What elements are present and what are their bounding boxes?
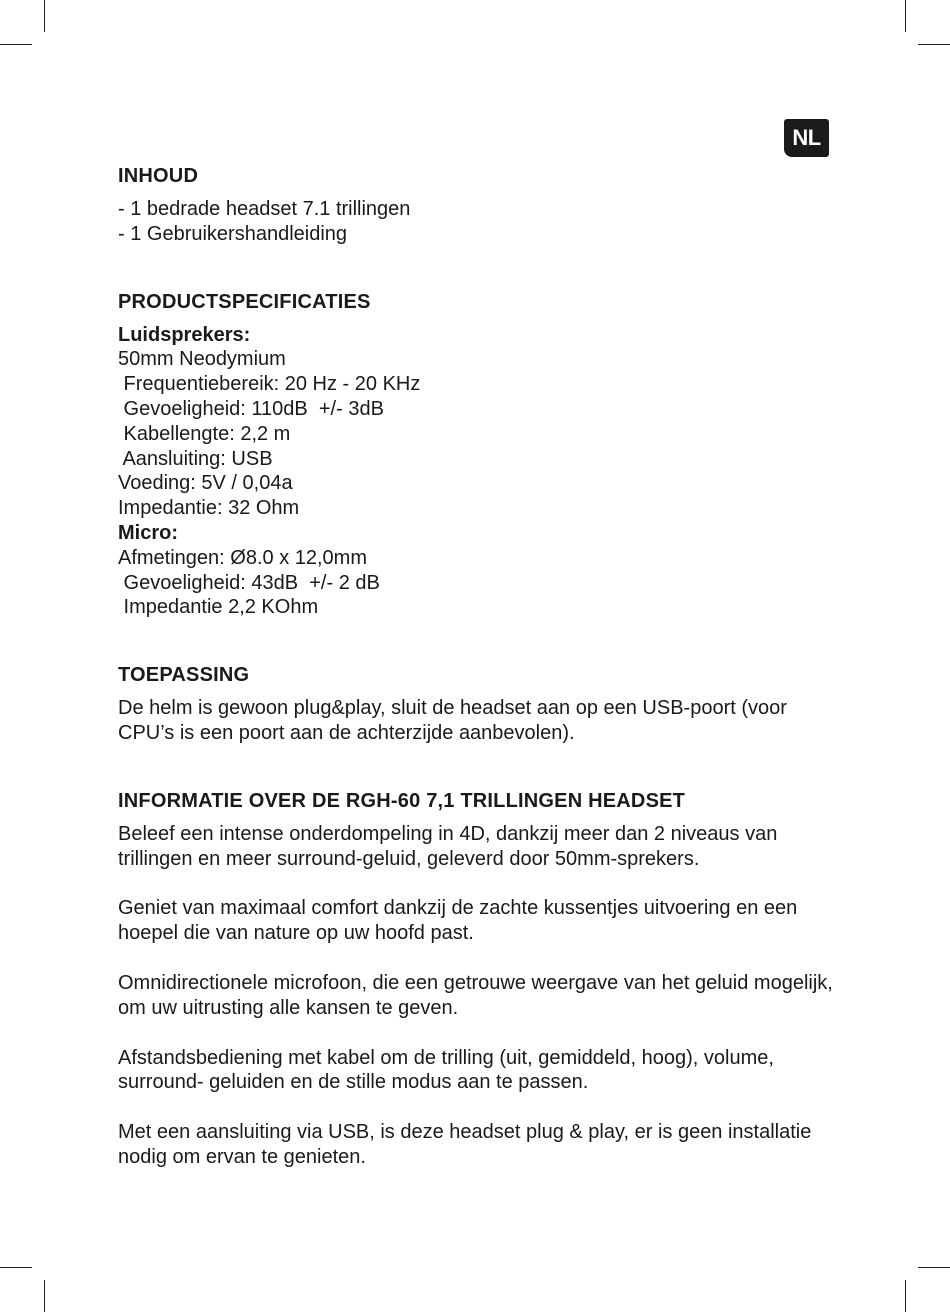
crop-mark-top-left-vertical <box>44 0 45 32</box>
info-paragraph: Afstandsbediening met kabel om de trilling (uit, gemiddeld, hoog), volume, surround- geluiden en de stille modus aan te passen. <box>118 1046 774 1094</box>
info-paragraph: Met een aansluiting via USB, is deze headset plug & play, er is geen installatie nodig om ervan te genieten. <box>118 1121 812 1168</box>
spec-line: Frequentiebereik: 20 Hz - 20 KHz <box>118 373 421 396</box>
spacer <box>118 1095 838 1120</box>
spec-line: Afmetingen: Ø8.0 x 12,0mm <box>118 546 368 569</box>
info-section <box>118 788 838 1170</box>
spacer <box>118 1021 838 1046</box>
crop-mark-top-right-horizontal <box>918 44 950 45</box>
specs-section <box>118 289 838 621</box>
crop-mark-bottom-right-horizontal <box>918 1267 950 1268</box>
contents-item: - 1 Gebruikershandleiding <box>118 222 348 245</box>
crop-mark-top-right-vertical <box>905 0 906 32</box>
spec-line: Impedantie 2,2 KOhm <box>118 596 319 619</box>
info-title: INFORMATIE OVER DE RGH-60 7,1 TRILLINGEN HEADSET <box>118 789 686 812</box>
micro-label: Micro: <box>118 521 178 544</box>
spec-line: Kabellengte: 2,2 m <box>118 422 291 445</box>
crop-mark-bottom-right-vertical <box>905 1280 906 1312</box>
spacer <box>118 746 838 788</box>
speakers-label: Luidsprekers: <box>118 323 251 346</box>
contents-title: INHOUD <box>118 165 199 187</box>
spec-line: Aansluiting: USB <box>118 447 273 470</box>
spacer <box>118 620 838 662</box>
spec-line: 50mm Neodymium <box>118 348 286 371</box>
usage-title: TOEPASSING <box>118 664 250 687</box>
language-badge: NL <box>784 119 829 157</box>
crop-mark-bottom-left-horizontal <box>0 1267 32 1268</box>
spec-line: Gevoeligheid: 43dB +/- 2 dB <box>118 571 380 594</box>
usage-text: De helm is gewoon plug&play, sluit de headset aan op een USB-poort (voor CPU’s is een poort aan de achterzijde aanbevolen). <box>118 697 787 744</box>
spec-line: Impedantie: 32 Ohm <box>118 497 300 520</box>
spec-line: Voeding: 5V / 0,04a <box>118 472 293 495</box>
specs-title: PRODUCTSPECIFICATIES <box>118 290 371 313</box>
contents-section <box>118 163 838 247</box>
crop-mark-bottom-left-vertical <box>44 1280 45 1312</box>
spec-line: Gevoeligheid: 110dB +/- 3dB <box>118 397 384 420</box>
info-paragraph: Geniet van maximaal comfort dankzij de zachte kussentjes uitvoering en een hoepel die van nature op uw hoofd past. <box>118 897 798 945</box>
info-paragraph: Omnidirectionele microfoon, die een getrouwe weergave van het geluid mogelijk, om uw uitrusting alle kansen te geven. <box>118 971 833 1019</box>
crop-mark-top-left-horizontal <box>0 44 32 45</box>
spacer <box>118 946 838 971</box>
info-paragraph: Beleef een intense onderdompeling in 4D, dankzij meer dan 2 niveaus van trillingen en meer surround-geluid, geleverd door 50mm-sprekers. <box>118 822 778 870</box>
usage-section <box>118 662 838 746</box>
spacer <box>118 871 838 896</box>
contents-item: - 1 bedrade headset 7.1 trillingen <box>118 198 411 220</box>
spacer <box>118 247 838 289</box>
manual-content <box>118 163 838 1170</box>
